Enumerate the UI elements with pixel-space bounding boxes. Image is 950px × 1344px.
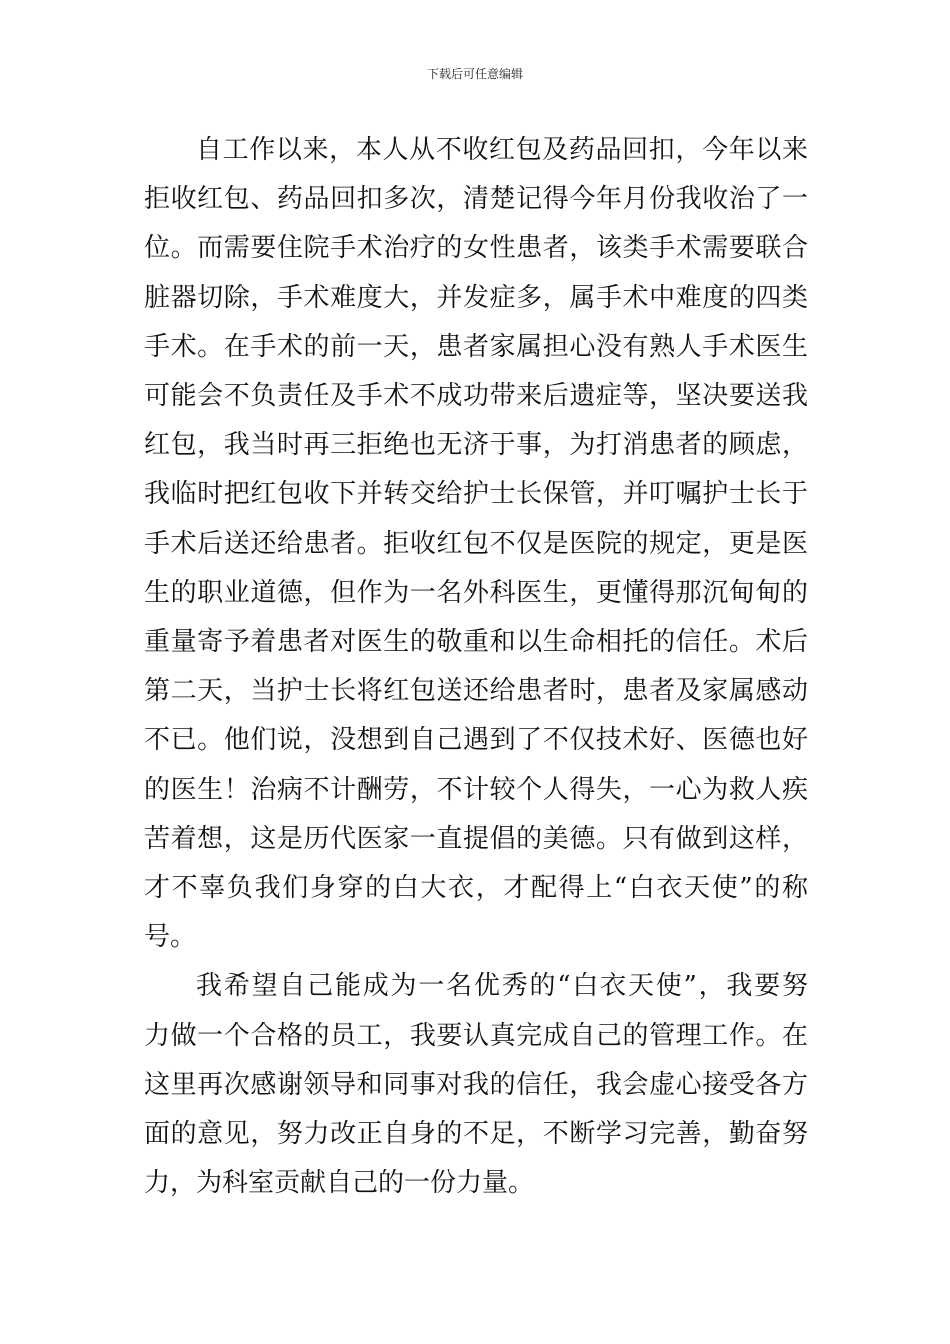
text-line: 手术。在手术的前一天，患者家属担心没有熟人手术医生 [144,331,808,362]
text-line: 面的意见，努力改正自身的不足，不断学习完善，勤奋努 [144,1119,808,1150]
text-line: 第二天，当护士长将红包送还给患者时，患者及家属感动 [144,676,808,707]
text-line: 自工作以来，本人从不收红包及药品回扣，今年以来 [196,135,808,165]
paragraph-2 [144,962,808,1208]
page-header: 下载后可任意编辑 [426,67,523,81]
text-line: 我临时把红包收下并转交给护士长保管，并叮嘱护士长于 [144,479,808,510]
text-line: 这里再次感谢领导和同事对我的信任，我会虚心接受各方 [144,1069,808,1100]
paragraph-1 [144,126,808,962]
text-line: 才不辜负我们身穿的白大衣，才配得上“白衣天使”的称 [144,873,808,904]
text-line: 苦着想，这是历代医家一直提倡的美德。只有做到这样， [144,823,808,854]
text-line: 力做一个合格的员工，我要认真完成自己的管理工作。在 [144,1020,808,1051]
text-line: 号。 [144,922,197,953]
text-line: 拒收红包、药品回扣多次，清楚记得今年月份我收治了一 [144,184,808,215]
text-line: 红包，我当时再三拒绝也无济于事，为打消患者的顾虑， [144,430,808,461]
text-line: 脏器切除，手术难度大，并发症多，属手术中难度的四类 [144,282,808,313]
text-line: 生的职业道德，但作为一名外科医生，更懂得那沉甸甸的 [144,577,808,608]
text-line: 的医生！治病不计酬劳，不计较个人得失，一心为救人疾 [144,774,808,805]
text-line: 位。而需要住院手术治疗的女性患者，该类手术需要联合 [144,233,808,264]
text-line: 重量寄予着患者对医生的敬重和以生命相托的信任。术后 [144,627,808,658]
text-line: 不已。他们说，没想到自己遇到了不仅技术好、医德也好 [144,725,808,756]
document-body [144,126,808,1208]
text-line: 可能会不负责任及手术不成功带来后遗症等，坚决要送我 [144,381,808,412]
text-line: 我希望自己能成为一名优秀的“白衣天使”，我要努 [196,971,808,1002]
text-line: 手术后送还给患者。拒收红包不仅是医院的规定，更是医 [144,528,808,559]
text-line: 力，为科室贡献自己的一份力量。 [144,1168,535,1199]
